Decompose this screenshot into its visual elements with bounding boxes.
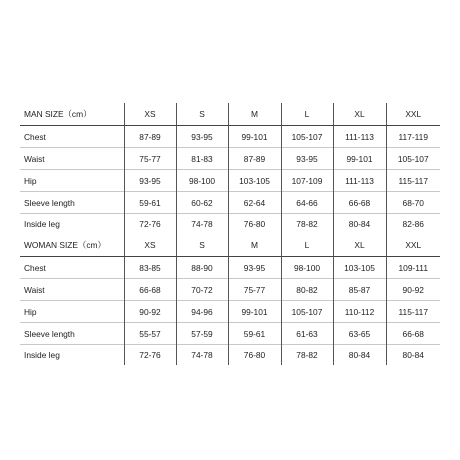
table-row xyxy=(20,126,440,148)
table-cell: 105-107 xyxy=(281,126,333,148)
table-cell: 98-100 xyxy=(176,170,228,192)
table-cell: 99-101 xyxy=(228,126,281,148)
table-cell: 80-84 xyxy=(333,214,386,235)
table-cell: 87-89 xyxy=(124,126,176,148)
table-cell: 94-96 xyxy=(176,301,228,323)
man-size-table xyxy=(20,103,440,234)
row-label: Hip xyxy=(20,301,124,323)
table-row xyxy=(20,323,440,345)
table-row xyxy=(20,214,440,235)
size-col-s: S xyxy=(176,103,228,126)
table-cell: 105-107 xyxy=(281,301,333,323)
table-cell: 117-119 xyxy=(386,126,440,148)
table-cell: 80-82 xyxy=(281,279,333,301)
table-cell: 61-63 xyxy=(281,323,333,345)
table-row xyxy=(20,279,440,301)
table-cell: 93-95 xyxy=(228,257,281,279)
woman-size-table xyxy=(20,234,440,365)
table-cell: 109-111 xyxy=(386,257,440,279)
table-cell: 80-84 xyxy=(386,345,440,366)
row-label: Chest xyxy=(24,262,46,273)
woman-table-title: WOMAN SIZE（cm） xyxy=(20,234,124,257)
table-cell: 90-92 xyxy=(386,279,440,301)
table-cell: 59-61 xyxy=(228,323,281,345)
row-label: Sleeve length xyxy=(20,323,124,345)
table-cell: 75-77 xyxy=(124,148,176,170)
table-cell: 78-82 xyxy=(281,345,333,366)
table-cell: 115-117 xyxy=(386,301,440,323)
table-row xyxy=(20,170,440,192)
size-col-m: M xyxy=(228,103,281,126)
table-row xyxy=(20,301,440,323)
table-cell: 99-101 xyxy=(228,301,281,323)
table-cell: 75-77 xyxy=(228,279,281,301)
table-cell: 63-65 xyxy=(333,323,386,345)
table-cell: 115-117 xyxy=(386,170,440,192)
table-row xyxy=(20,257,440,279)
table-cell: 76-80 xyxy=(228,345,281,366)
table-cell: 98-100 xyxy=(281,257,333,279)
table-cell: 72-76 xyxy=(124,345,176,366)
size-col-xxl: XXL xyxy=(386,103,440,126)
table-cell: 83-85 xyxy=(124,257,176,279)
man-table-title: MAN SIZE（cm） xyxy=(20,103,124,126)
size-col-xl: XL xyxy=(333,234,386,257)
table-cell: 62-64 xyxy=(228,192,281,214)
size-col-s: S xyxy=(176,234,228,257)
table-cell: 78-82 xyxy=(281,214,333,235)
row-label: Inside leg xyxy=(20,214,124,235)
table-cell: 74-78 xyxy=(176,345,228,366)
row-label: Hip xyxy=(20,170,124,192)
table-cell: 99-101 xyxy=(333,148,386,170)
table-cell: 85-87 xyxy=(333,279,386,301)
table-cell: 82-86 xyxy=(386,214,440,235)
table-cell: 64-66 xyxy=(281,192,333,214)
table-cell: 88-90 xyxy=(176,257,228,279)
man-header-row xyxy=(20,103,440,126)
table-cell: 93-95 xyxy=(281,148,333,170)
size-col-xs: XS xyxy=(124,234,176,257)
table-cell: 93-95 xyxy=(124,170,176,192)
table-cell: 90-92 xyxy=(124,301,176,323)
table-cell: 80-84 xyxy=(333,345,386,366)
table-cell: 68-70 xyxy=(386,192,440,214)
table-cell: 103-105 xyxy=(228,170,281,192)
table-cell: 107-109 xyxy=(281,170,333,192)
table-cell: 60-62 xyxy=(176,192,228,214)
woman-header-row xyxy=(20,234,440,257)
table-cell: 74-78 xyxy=(176,214,228,235)
table-cell: 70-72 xyxy=(176,279,228,301)
size-col-m: M xyxy=(228,234,281,257)
row-label: Inside leg xyxy=(20,345,124,366)
table-cell: 93-95 xyxy=(176,126,228,148)
table-row xyxy=(20,345,440,366)
size-col-xxl: XXL xyxy=(386,234,440,257)
table-row xyxy=(20,192,440,214)
table-cell: 55-57 xyxy=(124,323,176,345)
size-col-xs: XS xyxy=(124,103,176,126)
table-cell: 87-89 xyxy=(228,148,281,170)
table-cell: 66-68 xyxy=(386,323,440,345)
size-col-xl: XL xyxy=(333,103,386,126)
table-cell: 81-83 xyxy=(176,148,228,170)
table-cell: 110-112 xyxy=(333,301,386,323)
table-cell: 72-76 xyxy=(124,214,176,235)
table-cell: 105-107 xyxy=(386,148,440,170)
table-row xyxy=(20,148,440,170)
row-label: Sleeve length xyxy=(20,192,124,214)
table-cell: 111-113 xyxy=(333,170,386,192)
table-cell: 66-68 xyxy=(124,279,176,301)
row-label: Chest xyxy=(24,131,46,142)
table-cell: 66-68 xyxy=(333,192,386,214)
row-label: Waist xyxy=(20,148,124,170)
size-col-l: L xyxy=(281,103,333,126)
table-cell: 57-59 xyxy=(176,323,228,345)
table-cell: 76-80 xyxy=(228,214,281,235)
size-col-l: L xyxy=(281,234,333,257)
table-cell: 111-113 xyxy=(333,126,386,148)
table-cell: 59-61 xyxy=(124,192,176,214)
table-cell: 103-105 xyxy=(333,257,386,279)
row-label: Waist xyxy=(20,279,124,301)
